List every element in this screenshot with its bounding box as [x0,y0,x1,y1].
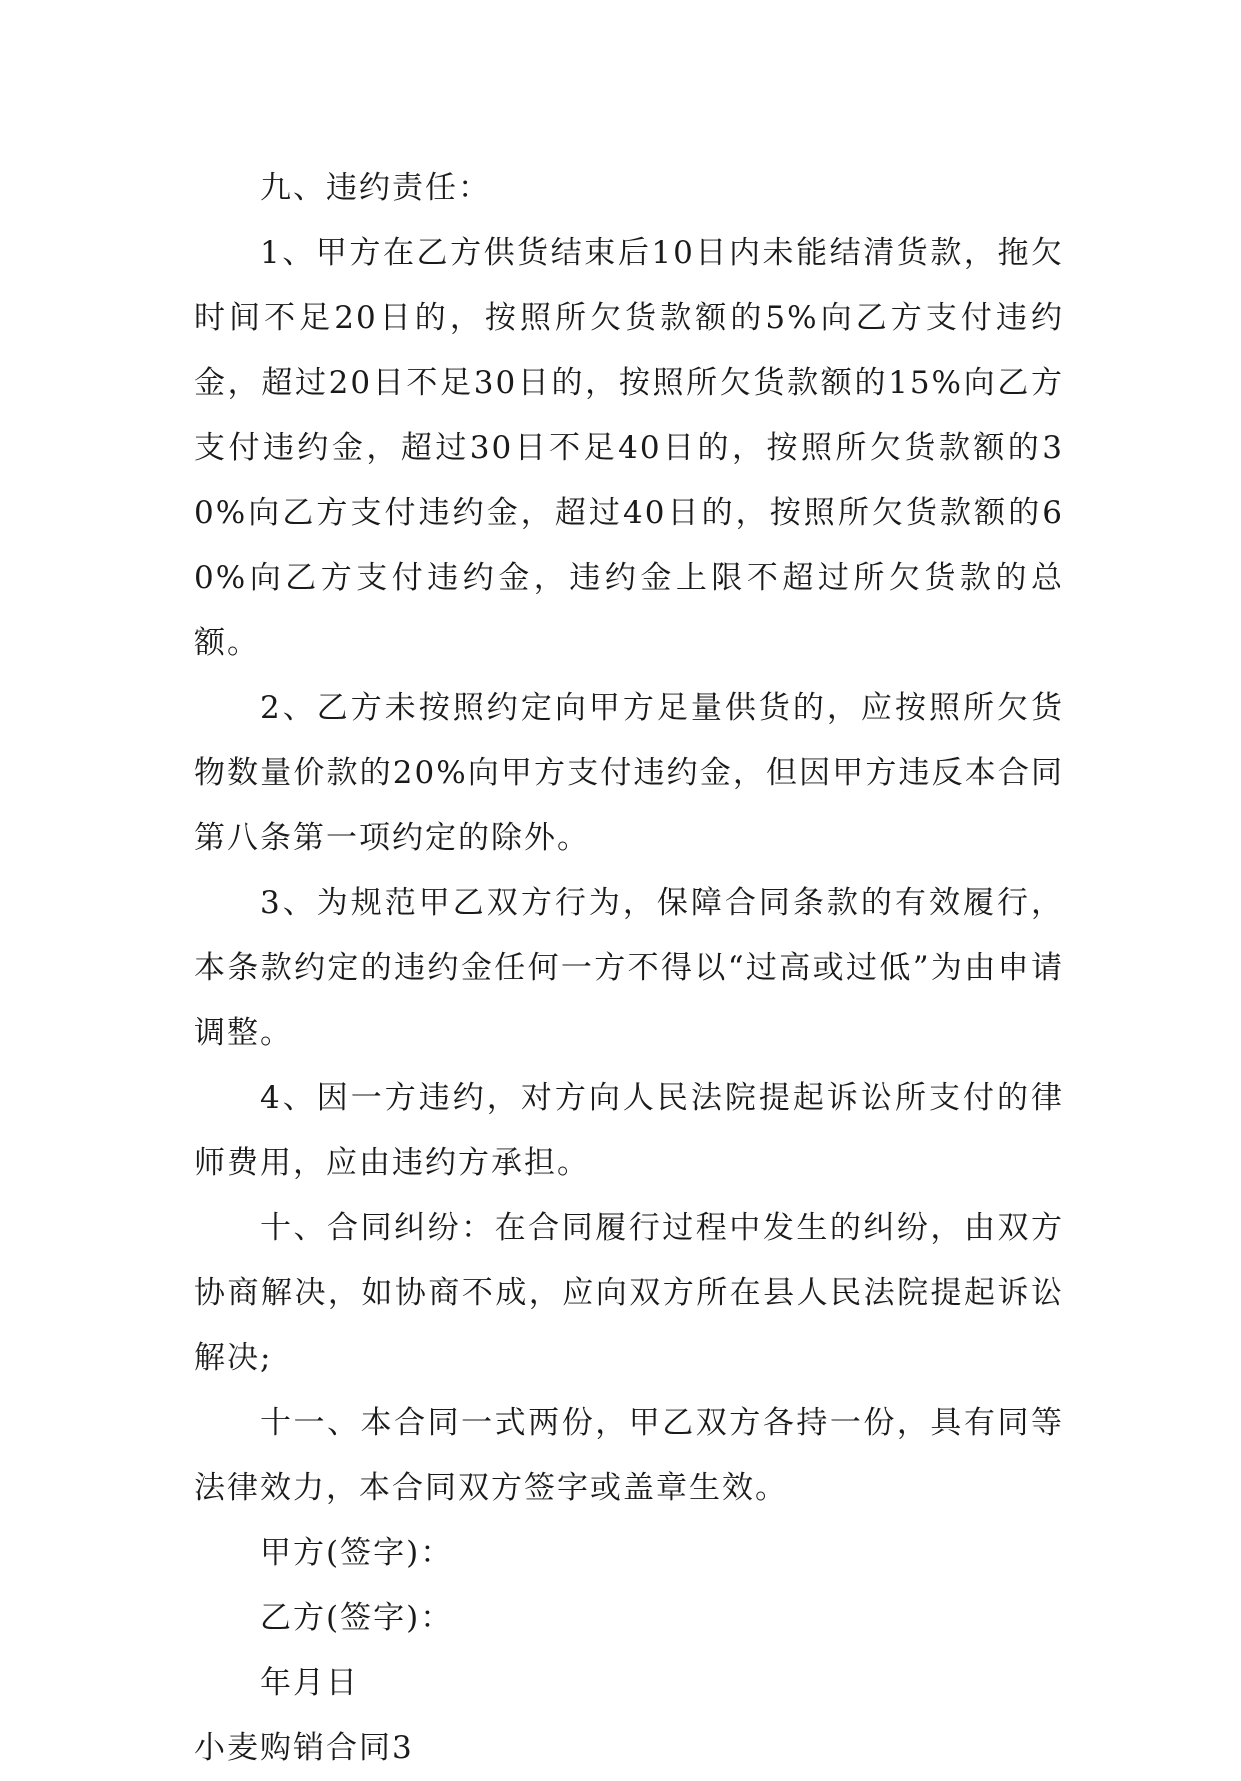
section-10-disputes: 十、合同纠纷：在合同履行过程中发生的纠纷，由双方协商解决，如协商不成，应向双方所在县人民法院提起诉讼解决; [194,1210,1064,1376]
clause-9-4-legal-fees: 4、因一方违约，对方向人民法院提起诉讼所支付的律师费用，应由违约方承担。 [194,1080,1064,1181]
date-line: 年月日 [260,1665,359,1701]
next-document-title: 小麦购销合同3 [194,1730,414,1766]
party-b-signature-line: 乙方(签字)： [260,1600,454,1636]
document-body [194,156,1064,1781]
party-a-signature-line: 甲方(签字)： [260,1535,454,1571]
section-9-heading: 九、违约责任： [260,170,491,206]
section-11-copies: 十一、本合同一式两份，甲乙双方各持一份，具有同等法律效力，本合同双方签字或盖章生效。 [194,1405,1064,1506]
clause-9-2-short-supply: 2、乙方未按照约定向甲方足量供货的，应按照所欠货物数量价款的20%向甲方支付违约金，但因甲方违反本合同第八条第一项约定的除外。 [194,690,1064,856]
clause-9-1-late-payment: 1、甲方在乙方供货结束后10日内未能结清货款，拖欠时间不足20日的，按照所欠货款额的5%向乙方支付违约金，超过20日不足30日的，按照所欠货款额的15%向乙方支付违约金，超过30日不足40日的，按照所欠货款额的30%向乙方支付违约金，超过40日的，按照所欠货款额的60%向乙方支付违约金，违约金上限不超过所欠货款的总额。 [194,235,1064,661]
clause-9-3-penalty-adjustment: 3、为规范甲乙双方行为，保障合同条款的有效履行，本条款约定的违约金任何一方不得以“过高或过低”为由申请调整。 [194,885,1064,1051]
